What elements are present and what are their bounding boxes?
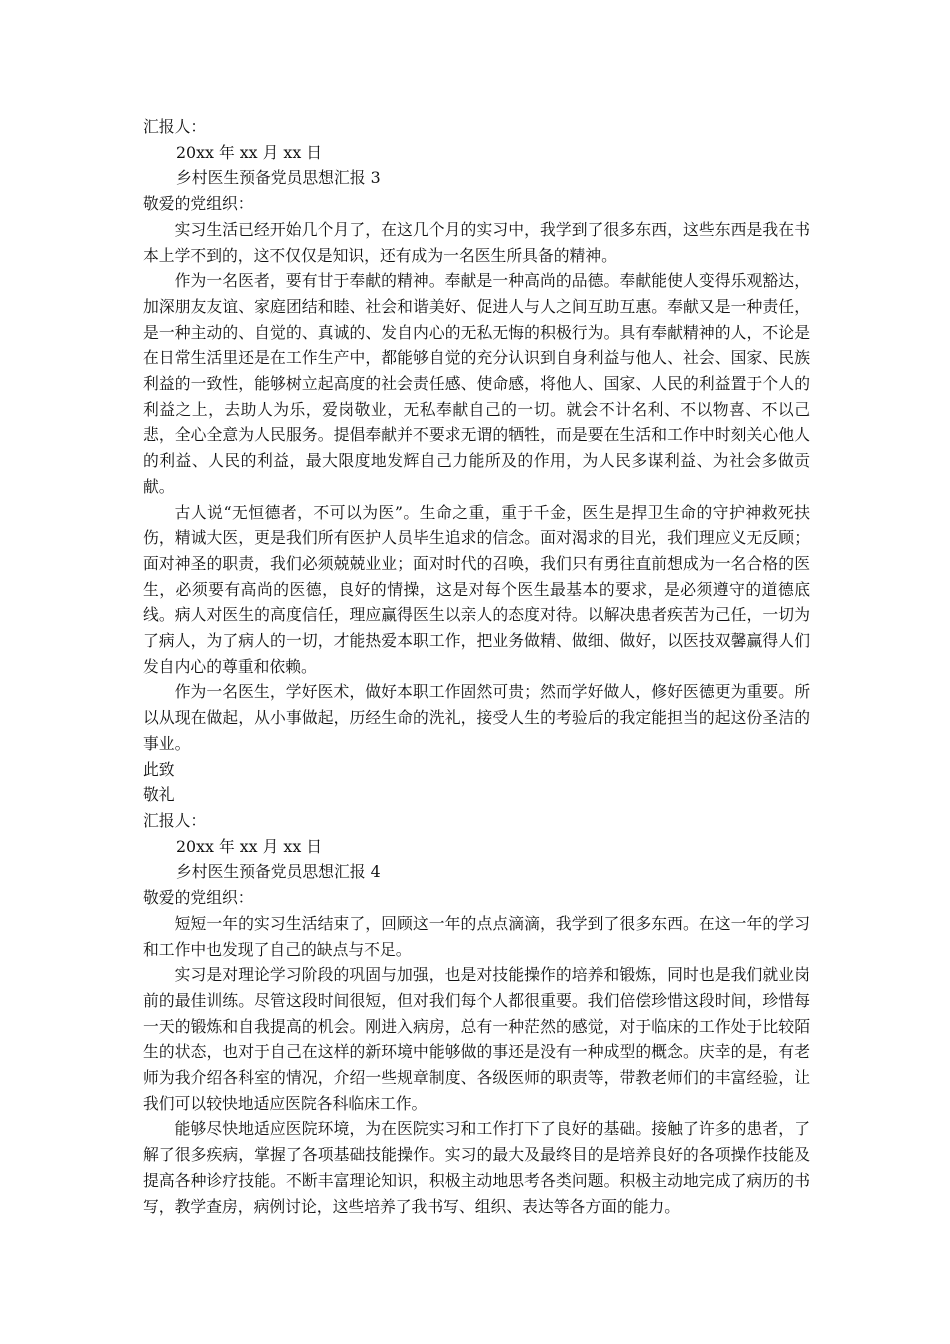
- reporter-label: 汇报人：: [143, 810, 207, 830]
- report-title: 乡村医生预备党员思想汇报 4: [176, 862, 381, 882]
- paragraph: 古人说“无恒德者，不可以为医”。生命之重，重于千金，医生是捍卫生命的守护神救死扶伤，精诚大医，更是我们所有医护人员毕生追求的信念。面对渴求的目光，我们理应义无反顾；面对神圣的职责，我们必须兢兢业业；面对时代的召唤，我们只有勇往直前想成为一名合格的医生，必须要有高尚的医德，良好的情操，这是对每个医生最基本的要求，是必须遵守的道德底线。病人对医生的高度信任，理应赢得医生以亲人的态度对待。以解决患者疾苦为己任，一切为了病人，为了病人的一切，才能热爱本职工作，把业务做精、做细、做好，以医技双馨赢得人们发自内心的尊重和依赖。: [143, 502, 810, 676]
- closing-salutation: 此致: [143, 759, 175, 779]
- paragraph: 作为一名医者，要有甘于奉献的精神。奉献是一种高尚的品德。奉献能使人变得乐观豁达，加深朋友友谊、家庭团结和睦、社会和谐美好、促进人与人之间互助互惠。奉献又是一种责任，是一种主动的、自觉的、真诚的、发自内心的无私无悔的积极行为。具有奉献精神的人，不论是在日常生活里还是在工作生产中，都能够自觉的充分认识到自身利益与他人、社会、国家、民族利益的一致性，能够树立起高度的社会责任感、使命感，将他人、国家、人民的利益置于个人的利益之上，去助人为乐，爱岗敬业，无私奉献自己的一切。就会不计名利、不以物喜、不以己悲，全心全意为人民服务。提倡奉献并不要求无谓的牺牲，而是要在生活和工作中时刻关心他人的利益、人民的利益，最大限度地发辉自己力能所及的作用，为人民多谋利益、为社会多做贡献。: [143, 271, 810, 496]
- report-date: 20xx 年 xx 月 xx 日: [176, 142, 323, 162]
- document-page: [143, 114, 810, 1219]
- paragraph: 实习生活已经开始几个月了，在这几个月的实习中，我学到了很多东西，这些东西是我在书本上学不到的，这不仅仅是知识，还有成为一名医生所具备的精神。: [143, 219, 810, 265]
- report-date: 20xx 年 xx 月 xx 日: [176, 836, 323, 856]
- greeting: 敬爱的党组织：: [143, 888, 254, 908]
- greeting: 敬爱的党组织：: [143, 194, 254, 214]
- closing-regards: 敬礼: [143, 785, 175, 805]
- paragraph: 作为一名医生，学好医术，做好本职工作固然可贵；然而学好做人，修好医德更为重要。所以从现在做起，从小事做起，历经生命的洗礼，接受人生的考验后的我定能担当的起这份圣洁的事业。: [143, 682, 810, 753]
- paragraph: 短短一年的实习生活结束了，回顾这一年的点点滴滴，我学到了很多东西。在这一年的学习和工作中也发现了自己的缺点与不足。: [143, 913, 810, 959]
- reporter-label: 汇报人：: [143, 117, 207, 136]
- paragraph: 能够尽快地适应医院环境，为在医院实习和工作打下了良好的基础。接触了许多的患者，了解了很多疾病，掌握了各项基础技能操作。实习的最大及最终目的是培养良好的各项操作技能及提高各种诊疗技能。不断丰富理论知识，积极主动地思考各类问题。积极主动地完成了病历的书写，教学查房，病例讨论，这些培养了我书写、组织、表达等各方面的能力。: [143, 1119, 810, 1216]
- paragraph: 实习是对理论学习阶段的巩固与加强，也是对技能操作的培养和锻炼，同时也是我们就业岗前的最佳训练。尽管这段时间很短，但对我们每个人都很重要。我们倍偿珍惜这段时间，珍惜每一天的锻炼和自我提高的机会。刚进入病房，总有一种茫然的感觉，对于临床的工作处于比较陌生的状态，也对于自己在这样的新环境中能够做的事还是没有一种成型的概念。庆幸的是，有老师为我介绍各科室的情况，介绍一些规章制度、各级医师的职责等，带教老师们的丰富经验，让我们可以较快地适应医院各科临床工作。: [143, 965, 810, 1113]
- report-title: 乡村医生预备党员思想汇报 3: [176, 168, 381, 188]
